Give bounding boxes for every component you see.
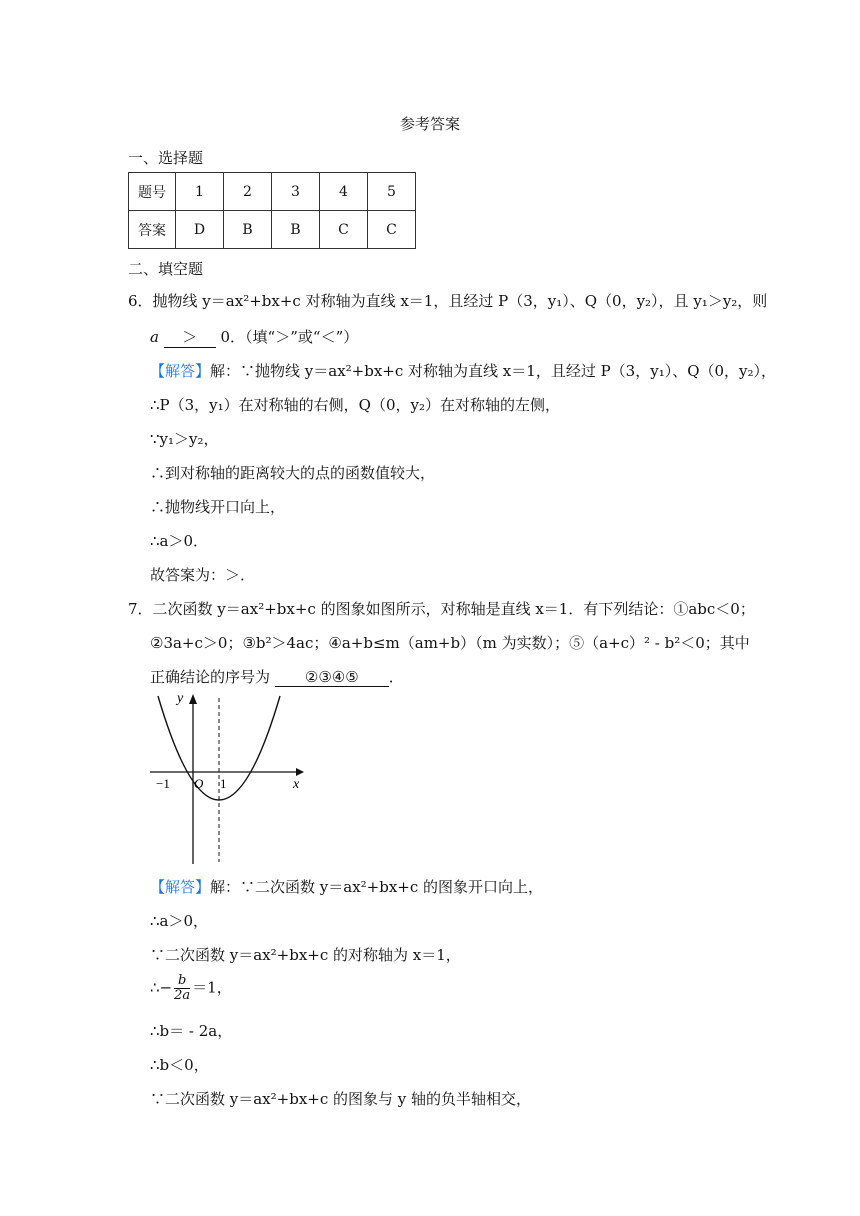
parabola-graph: [150, 688, 310, 864]
table-cell: 4: [320, 173, 368, 211]
q6-solution-line2: ∴P（3，y₁）在对称轴的右侧，Q（0，y₂）在对称轴的左侧，: [150, 396, 560, 414]
q7-stem-line2: ②3a+c＞0；③b²＞4ac；④a+b≤m（am+b）（m 为实数）；⑤（a+c）² - b²＜0；其中: [150, 634, 750, 652]
table-cell: C: [320, 211, 368, 249]
table-cell: C: [368, 211, 416, 249]
table-cell: 2: [224, 173, 272, 211]
q7-stem-tail: ．: [388, 668, 404, 686]
y-axis-label: y: [177, 691, 184, 706]
q6-solution-line5: ∴抛物线开口向上，: [150, 498, 286, 516]
q6-solution-line7: 故答案为：＞．: [150, 566, 256, 584]
table-row: [129, 173, 416, 211]
table-row: [129, 211, 416, 249]
q7-solution-line5: ∴b＝ - 2a，: [150, 1022, 233, 1040]
q7-solution-line4: [150, 974, 232, 1003]
table-cell: 3: [272, 173, 320, 211]
table-cell: 1: [176, 173, 224, 211]
q7-stem-line1: 7．二次函数 y＝ax²+bx+c 的图象如图所示，对称轴是直线 x＝1．有下列结论：①abc＜0；: [128, 600, 755, 618]
q7-solution-line6: ∴b＜0，: [150, 1056, 209, 1074]
table-cell: 5: [368, 173, 416, 211]
q7-answer-blank: ②③④⑤: [275, 668, 389, 687]
q6-stem-line2: [150, 326, 358, 348]
x-axis-arrow: [296, 768, 304, 776]
q6-stem-tail: 0．（填“＞”或“＜”）: [220, 328, 359, 346]
q6-solution-text: 解：∵抛物线 y＝ax²+bx+c 对称轴为直线 x＝1，且经过 P（3，y₁）、Q（0，y₂），: [210, 362, 777, 380]
fraction-numerator: b: [174, 974, 190, 989]
q7-solution-line2: ∴a＞0，: [150, 912, 209, 930]
q7-equals-one: ＝1，: [192, 978, 232, 997]
q6-solution-line6: ∴a＞0．: [150, 532, 209, 550]
q7-solution-line1: [150, 876, 543, 897]
q6-solution-line4: ∴到对称轴的距离较大的点的函数值较大，: [150, 464, 436, 482]
q6-stem-line1: 6．抛物线 y＝ax²+bx+c 对称轴为直线 x＝1，且经过 P（3，y₁）、Q（0，y₂），且 y₁＞y₂，则: [128, 292, 768, 310]
section-fill-heading: 二、填空题: [128, 260, 204, 278]
q7-solution-line7: ∵二次函数 y＝ax²+bx+c 的图象与 y 轴的负半轴相交，: [150, 1090, 532, 1108]
table-cell: B: [272, 211, 320, 249]
q6-var-a: a: [150, 328, 159, 346]
y-axis-arrow: [189, 694, 197, 704]
fraction-denominator: 2a: [174, 988, 191, 1003]
q7-therefore-neg: ∴−: [150, 978, 173, 997]
x-axis-label: x: [293, 777, 300, 792]
solution-tag: 【解答】: [150, 362, 211, 380]
table-cell: D: [176, 211, 224, 249]
q7-solution-text: 解：∵二次函数 y＝ax²+bx+c 的图象开口向上，: [210, 878, 544, 896]
solution-tag: 【解答】: [150, 878, 211, 896]
table-header-cell: 答案: [129, 211, 176, 249]
fraction: [174, 974, 190, 1003]
table-cell: B: [224, 211, 272, 249]
tick-label-neg1: −1: [156, 776, 170, 791]
q7-stem-prefix: 正确结论的序号为: [150, 668, 271, 686]
table-header-cell: 题号: [129, 173, 176, 211]
q6-solution-line3: ∵y₁＞y₂，: [150, 430, 219, 448]
q6-answer-blank: ＞: [164, 326, 216, 348]
answer-table: [128, 172, 416, 249]
q7-stem-line3: [150, 666, 404, 687]
origin-label: O: [194, 776, 204, 791]
page-title: 参考答案: [399, 115, 460, 133]
section-choice-heading: 一、选择题: [128, 149, 204, 167]
tick-label-1: 1: [220, 776, 227, 791]
q6-solution-line1: [150, 360, 776, 381]
q7-solution-line3: ∵二次函数 y＝ax²+bx+c 的对称轴为 x＝1，: [150, 946, 461, 964]
